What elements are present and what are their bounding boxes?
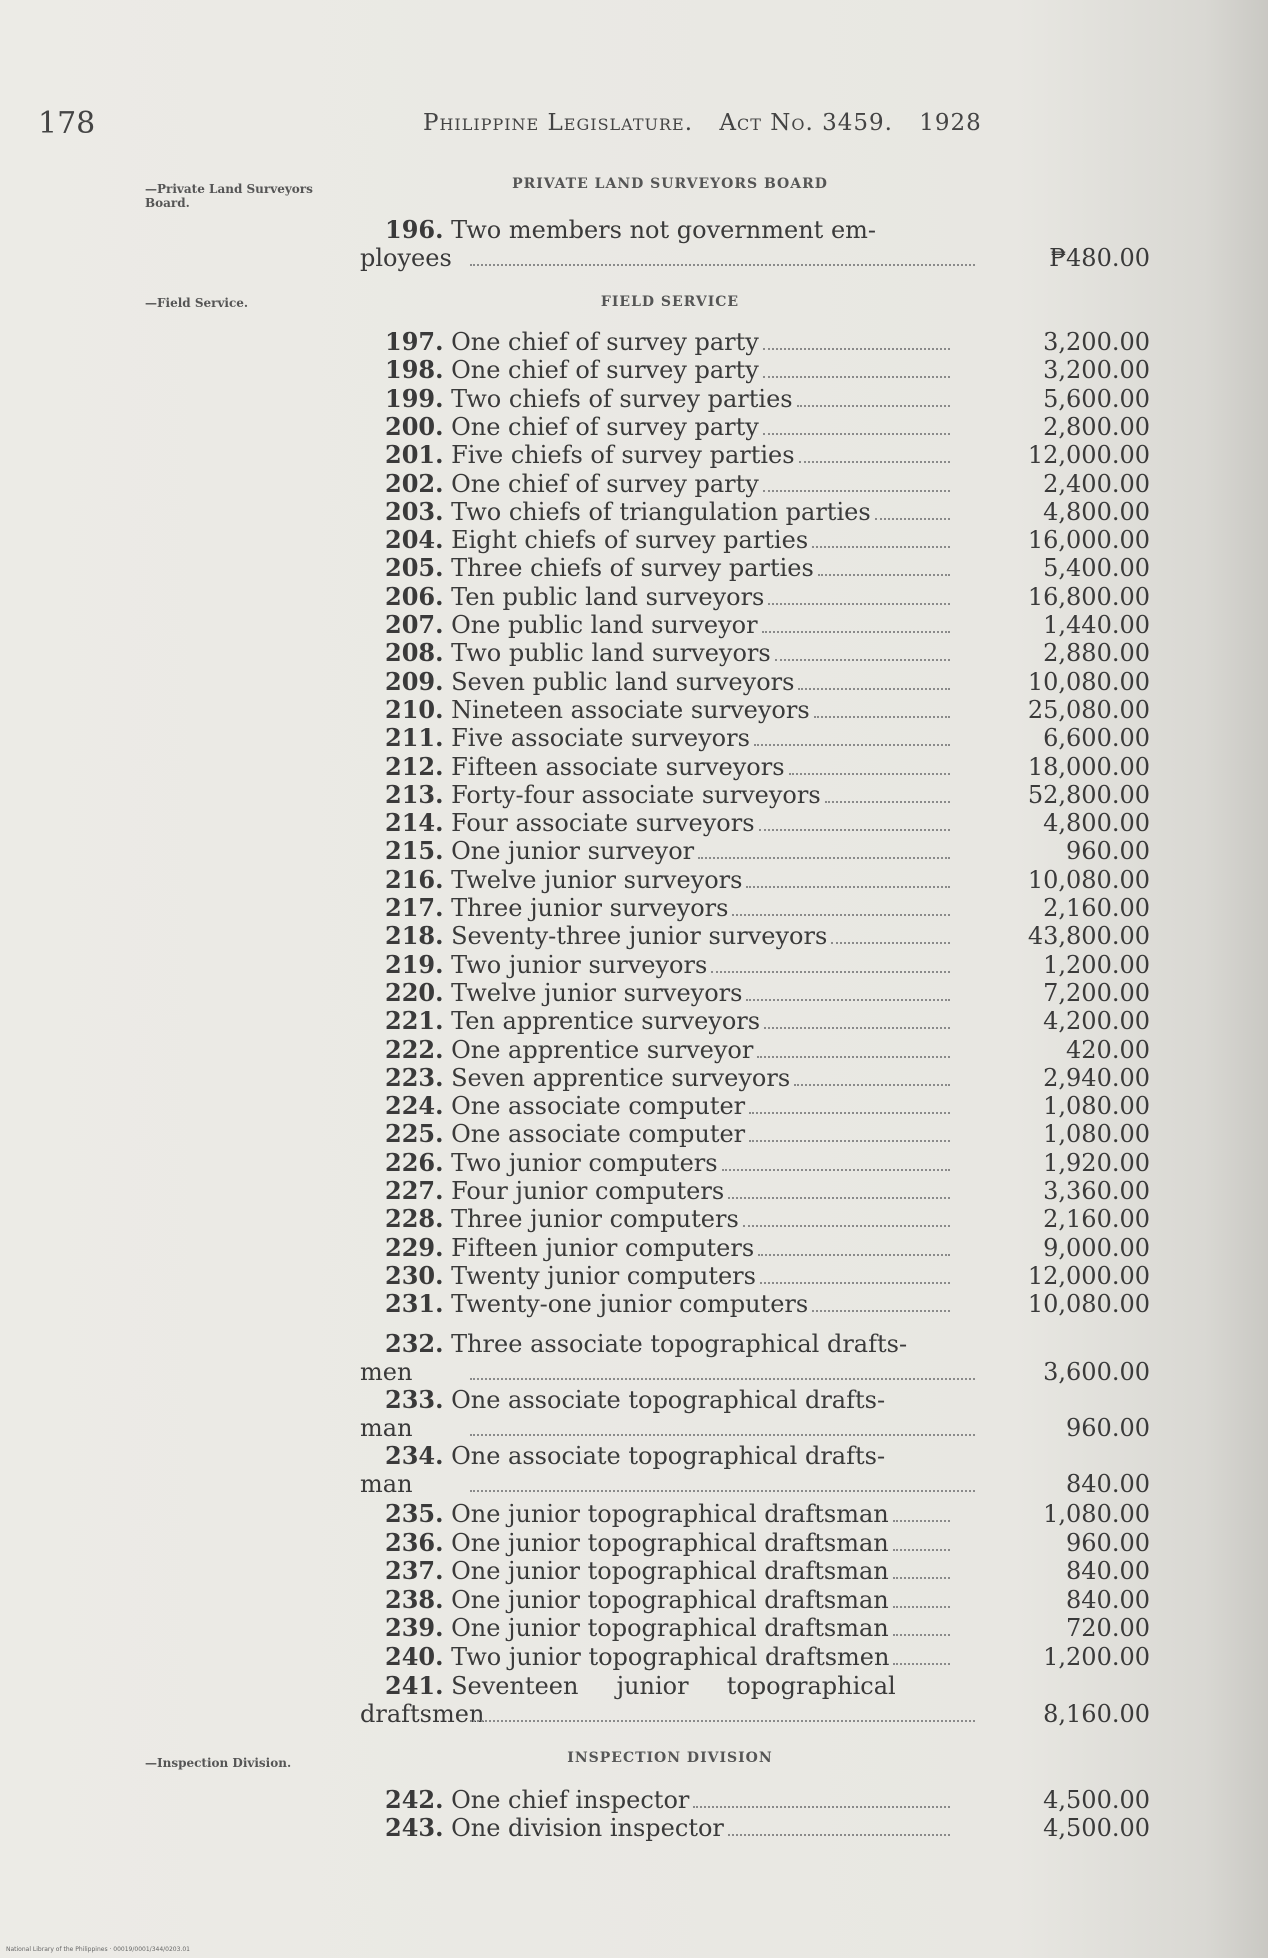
line-item [385, 1786, 1150, 1814]
item-description: One division inspector [451, 1814, 724, 1842]
line-item [385, 385, 1150, 413]
item-amount: 10,080.00 [1027, 667, 1150, 696]
leader-dots [743, 1205, 950, 1227]
item-number: 229. [385, 1232, 444, 1262]
line-item [385, 979, 1150, 1007]
item-description: Five associate surveyors [451, 724, 750, 753]
leader-dots [746, 979, 950, 1001]
item-amount: 5,400.00 [1043, 554, 1150, 583]
leader-dots [825, 781, 950, 803]
page-number: 178 [38, 106, 96, 141]
item-description: Seventeen junior topographical [451, 1672, 896, 1700]
line-item [385, 611, 1150, 639]
item-number: 239. [385, 1613, 444, 1642]
line-item [385, 1007, 1150, 1035]
item-description: Seven public land surveyors [451, 667, 795, 696]
line-item [385, 1672, 1150, 1700]
item-amount: 10,080.00 [1027, 1290, 1150, 1319]
item-number: 198. [385, 355, 444, 385]
item-amount: 840.00 [1066, 1557, 1150, 1585]
line-item [385, 1290, 1150, 1318]
item-number: 220. [385, 977, 444, 1007]
line-item [385, 781, 1150, 809]
line-item [385, 328, 1150, 356]
section-title-private-land: PRIVATE LAND SURVEYORS BOARD [512, 176, 828, 192]
item-amount: 3,200.00 [1043, 356, 1150, 385]
item-continuation-line [360, 1700, 1150, 1728]
leader-dots [757, 1036, 950, 1058]
leader-dots [814, 696, 950, 718]
line-item [385, 470, 1150, 498]
line-item [385, 1120, 1150, 1148]
leader-dots [797, 385, 950, 407]
leader-dots [754, 724, 950, 746]
line-item [385, 1262, 1150, 1290]
leader-dots [893, 1614, 950, 1636]
item-amount: 4,200.00 [1043, 1007, 1150, 1036]
item-number: 214. [385, 808, 444, 838]
leader-dots [760, 1262, 950, 1284]
item-description: Nineteen associate surveyors [451, 695, 810, 724]
item-number: 222. [385, 1034, 444, 1064]
leader-dots [470, 1470, 975, 1492]
leader-dots [893, 1500, 950, 1522]
leader-dots [693, 1786, 950, 1808]
item-amount: 6,600.00 [1043, 724, 1150, 753]
leader-dots [893, 1643, 950, 1665]
item-amount: 4,500.00 [1043, 1786, 1150, 1814]
item-description: Twelve junior surveyors [451, 978, 743, 1007]
item-number: 238. [385, 1584, 444, 1614]
item-number: 206. [385, 581, 444, 611]
line-item [385, 216, 1150, 244]
item-amount: 1,080.00 [1043, 1092, 1150, 1121]
item-number: 237. [385, 1556, 444, 1585]
item-description: Twenty-one junior computers [451, 1290, 809, 1319]
item-amount: 3,360.00 [1043, 1177, 1150, 1205]
leader-dots [728, 1177, 950, 1199]
leader-dots [758, 1234, 950, 1256]
item-description: Eight chiefs of survey parties [451, 526, 809, 555]
item-number: 211. [385, 723, 444, 753]
footer-note: National Library of the Philippines · 00019/0001/344/0203.01 [6, 1946, 190, 1953]
line-item [385, 1386, 1150, 1414]
item-amount: 3,200.00 [1043, 328, 1150, 356]
running-head [423, 110, 1000, 136]
item-description: Three chiefs of survey parties [451, 554, 814, 583]
item-amount: 2,800.00 [1043, 412, 1150, 441]
item-description: Seven apprentice surveyors [451, 1063, 791, 1092]
item-number: 202. [385, 468, 444, 498]
item-description: Two members not government em- [451, 216, 877, 244]
item-amount: 2,160.00 [1043, 894, 1150, 922]
leader-dots [722, 1149, 950, 1171]
item-amount: 10,080.00 [1027, 865, 1150, 894]
item-number: 218. [385, 921, 444, 951]
leader-dots [711, 951, 950, 973]
item-description: One junior topographical draftsman [451, 1528, 889, 1557]
line-item [385, 668, 1150, 696]
leader-dots [893, 1529, 950, 1551]
act-number: Act No. 3459. [719, 110, 893, 136]
leader-dots [470, 1700, 975, 1722]
item-number: 212. [385, 751, 444, 781]
item-number: 227. [385, 1176, 444, 1205]
item-description: One chief of survey party [451, 328, 759, 356]
item-description: One chief of survey party [451, 412, 759, 441]
leader-dots [698, 837, 950, 859]
item-amount: 16,800.00 [1027, 582, 1150, 611]
line-item [385, 1064, 1150, 1092]
line-item [385, 894, 1150, 922]
item-continuation-line [360, 244, 1150, 272]
item-number: 209. [385, 666, 444, 696]
item-number: 204. [385, 525, 444, 555]
item-continuation: man [360, 1470, 413, 1498]
item-description: One junior topographical draftsman [451, 1557, 889, 1585]
leader-dots [763, 470, 950, 492]
item-description: Two junior surveyors [451, 950, 708, 979]
item-number: 241. [385, 1671, 444, 1700]
line-item [385, 922, 1150, 950]
line-item [385, 583, 1150, 611]
line-item [385, 441, 1150, 469]
item-amount: 960.00 [1066, 1528, 1150, 1557]
item-amount: 4,800.00 [1043, 809, 1150, 838]
item-amount: 4,500.00 [1043, 1814, 1150, 1842]
item-description: Three junior surveyors [451, 894, 729, 922]
margin-note-private-land: —Private Land Surveyors Board. [145, 182, 313, 210]
item-amount: 4,800.00 [1043, 497, 1150, 526]
item-description: Two junior computers [451, 1148, 718, 1177]
item-number: 221. [385, 1006, 444, 1036]
item-description: One public land surveyor [451, 611, 758, 639]
line-item [385, 526, 1150, 554]
line-item [385, 1643, 1150, 1671]
line-item [385, 1814, 1150, 1842]
leader-dots [470, 1414, 975, 1436]
item-description: Four associate surveyors [451, 809, 755, 838]
leader-dots [763, 356, 950, 378]
item-description: Fifteen associate surveyors [451, 752, 785, 781]
item-number: 232. [385, 1329, 444, 1358]
item-amount: 2,160.00 [1043, 1205, 1150, 1234]
item-description: Seventy-three junior surveyors [451, 922, 828, 951]
leader-dots [812, 1290, 950, 1312]
item-number: 223. [385, 1062, 444, 1092]
item-amount: 12,000.00 [1027, 441, 1150, 470]
item-amount: 1,440.00 [1043, 611, 1150, 639]
item-number: 243. [385, 1813, 444, 1842]
leader-dots [789, 753, 950, 775]
line-item [385, 356, 1150, 384]
line-item [385, 1330, 1150, 1358]
leader-dots [749, 1120, 950, 1142]
item-amount: 960.00 [1066, 1414, 1150, 1442]
item-description: One junior topographical draftsman [451, 1614, 889, 1642]
line-item [385, 639, 1150, 667]
item-amount: 43,800.00 [1027, 922, 1150, 951]
item-continuation: man [360, 1414, 413, 1442]
leader-dots [893, 1557, 950, 1579]
line-item [385, 809, 1150, 837]
item-number: 217. [385, 893, 444, 922]
item-continuation-line [360, 1414, 1150, 1442]
item-description: One junior topographical draftsman [451, 1500, 889, 1528]
item-number: 233. [385, 1385, 444, 1414]
item-description: Three junior computers [451, 1205, 739, 1234]
section-title-field-service: FIELD SERVICE [600, 294, 740, 310]
line-item [385, 1586, 1150, 1614]
leader-dots [794, 1064, 950, 1086]
item-number: 205. [385, 553, 444, 583]
item-description: Forty-four associate surveyors [451, 780, 821, 809]
item-description: One chief of survey party [451, 356, 759, 385]
item-number: 196. [385, 215, 444, 244]
item-number: 224. [385, 1091, 444, 1121]
item-amount: 1,080.00 [1043, 1500, 1150, 1528]
item-number: 226. [385, 1147, 444, 1177]
leader-dots [764, 1007, 950, 1029]
leader-dots [763, 328, 950, 350]
item-amount: 1,920.00 [1043, 1148, 1150, 1177]
item-number: 228. [385, 1204, 444, 1234]
item-description: Two public land surveyors [451, 639, 771, 668]
line-item [385, 413, 1150, 441]
item-description: Three associate topographical drafts- [451, 1330, 908, 1358]
item-number: 200. [385, 411, 444, 441]
item-amount: 18,000.00 [1027, 752, 1150, 781]
line-item [385, 1557, 1150, 1585]
item-description: One associate computer [451, 1120, 746, 1149]
item-amount: 840.00 [1066, 1585, 1150, 1614]
leader-dots [818, 554, 950, 576]
section-title-inspection: INSPECTION DIVISION [567, 1750, 773, 1766]
item-amount: 52,800.00 [1027, 780, 1150, 809]
line-item [385, 753, 1150, 781]
item-description: One junior topographical draftsman [451, 1585, 889, 1614]
item-amount: 720.00 [1066, 1614, 1150, 1642]
item-description: One chief of survey party [451, 469, 759, 498]
item-amount: 2,940.00 [1043, 1063, 1150, 1092]
line-item [385, 1036, 1150, 1064]
item-number: 213. [385, 779, 444, 809]
item-description: One junior surveyor [451, 837, 695, 866]
item-number: 215. [385, 836, 444, 866]
item-number: 235. [385, 1499, 444, 1528]
line-item [385, 1234, 1150, 1262]
line-item [385, 1149, 1150, 1177]
item-description: One associate topographical drafts- [451, 1442, 886, 1470]
item-description: Ten public land surveyors [451, 582, 765, 611]
item-number: 208. [385, 638, 444, 668]
item-number: 197. [385, 327, 444, 356]
item-description: Twenty junior computers [451, 1261, 756, 1290]
item-amount: 2,880.00 [1043, 639, 1150, 668]
item-description: Five chiefs of survey parties [451, 441, 795, 470]
item-number: 203. [385, 496, 444, 526]
item-description: Two junior topographical draftsmen [451, 1642, 890, 1671]
item-amount: 2,400.00 [1043, 469, 1150, 498]
item-number: 210. [385, 694, 444, 724]
leader-dots [799, 441, 950, 463]
item-continuation: men [360, 1358, 413, 1386]
item-description: Four junior computers [451, 1177, 725, 1205]
leader-dots [470, 244, 975, 266]
line-item [385, 1092, 1150, 1120]
leader-dots [768, 583, 950, 605]
line-item [385, 1500, 1150, 1528]
page-header [38, 106, 1088, 146]
item-continuation-line [360, 1358, 1150, 1386]
publication-title: Philippine Legislature. [423, 110, 694, 136]
item-description: Two chiefs of triangulation parties [451, 497, 871, 526]
item-number: 230. [385, 1260, 444, 1290]
item-number: 240. [385, 1641, 444, 1671]
item-amount: 12,000.00 [1027, 1261, 1150, 1290]
item-description: One apprentice surveyor [451, 1035, 754, 1064]
margin-note-inspection: —Inspection Division. [145, 1756, 292, 1770]
item-amount: 7,200.00 [1043, 978, 1150, 1007]
leader-dots [875, 498, 950, 520]
item-amount: 3,600.00 [1043, 1358, 1150, 1386]
item-number: 201. [385, 440, 444, 470]
line-item [385, 498, 1150, 526]
leader-dots [759, 809, 950, 831]
item-number: 225. [385, 1119, 444, 1149]
item-amount: 25,080.00 [1027, 695, 1150, 724]
item-number: 216. [385, 864, 444, 894]
line-item [385, 1205, 1150, 1233]
item-continuation-line [360, 1470, 1150, 1498]
item-amount: 1,080.00 [1043, 1120, 1150, 1149]
line-item [385, 554, 1150, 582]
line-item [385, 1614, 1150, 1642]
item-number: 236. [385, 1527, 444, 1557]
item-description: Fifteen junior computers [451, 1233, 755, 1262]
year: 1928 [919, 110, 982, 136]
line-item [385, 1442, 1150, 1470]
leader-dots [812, 526, 950, 548]
item-number: 199. [385, 383, 444, 413]
item-amount: 16,000.00 [1027, 526, 1150, 555]
line-item [385, 866, 1150, 894]
line-item [385, 837, 1150, 865]
item-amount: 1,200.00 [1043, 950, 1150, 979]
leader-dots [749, 1092, 950, 1114]
leader-dots [746, 866, 950, 888]
leader-dots [762, 611, 950, 633]
item-amount: 8,160.00 [1043, 1700, 1150, 1728]
item-description: One associate topographical drafts- [451, 1386, 886, 1414]
item-amount: 420.00 [1066, 1035, 1150, 1064]
item-description: Ten apprentice surveyors [451, 1007, 761, 1036]
item-description: Twelve junior surveyors [451, 865, 743, 894]
item-amount: 9,000.00 [1043, 1233, 1150, 1262]
leader-dots [831, 922, 950, 944]
margin-note-field-service: —Field Service. [145, 296, 249, 310]
item-amount: ₱480.00 [1049, 244, 1150, 272]
item-number: 219. [385, 949, 444, 979]
leader-dots [763, 413, 950, 435]
item-continuation: ployees [360, 244, 452, 272]
item-number: 242. [385, 1785, 444, 1814]
line-item [385, 1177, 1150, 1205]
item-amount: 840.00 [1066, 1470, 1150, 1498]
item-description: Two chiefs of survey parties [451, 384, 793, 413]
leader-dots [732, 894, 950, 916]
leader-dots [470, 1358, 975, 1380]
leader-dots [893, 1586, 950, 1608]
item-number: 231. [385, 1289, 444, 1319]
item-description: One associate computer [451, 1092, 746, 1121]
item-description: One chief inspector [451, 1786, 690, 1814]
line-item [385, 1529, 1150, 1557]
line-item [385, 696, 1150, 724]
item-amount: 5,600.00 [1043, 384, 1150, 413]
item-amount: 1,200.00 [1043, 1642, 1150, 1671]
leader-dots [798, 668, 950, 690]
leader-dots [728, 1814, 950, 1836]
item-number: 234. [385, 1441, 444, 1470]
item-number: 207. [385, 610, 444, 639]
item-continuation: draftsmen [360, 1700, 485, 1728]
line-item [385, 951, 1150, 979]
line-item [385, 724, 1150, 752]
leader-dots [775, 639, 950, 661]
item-amount: 960.00 [1066, 837, 1150, 866]
